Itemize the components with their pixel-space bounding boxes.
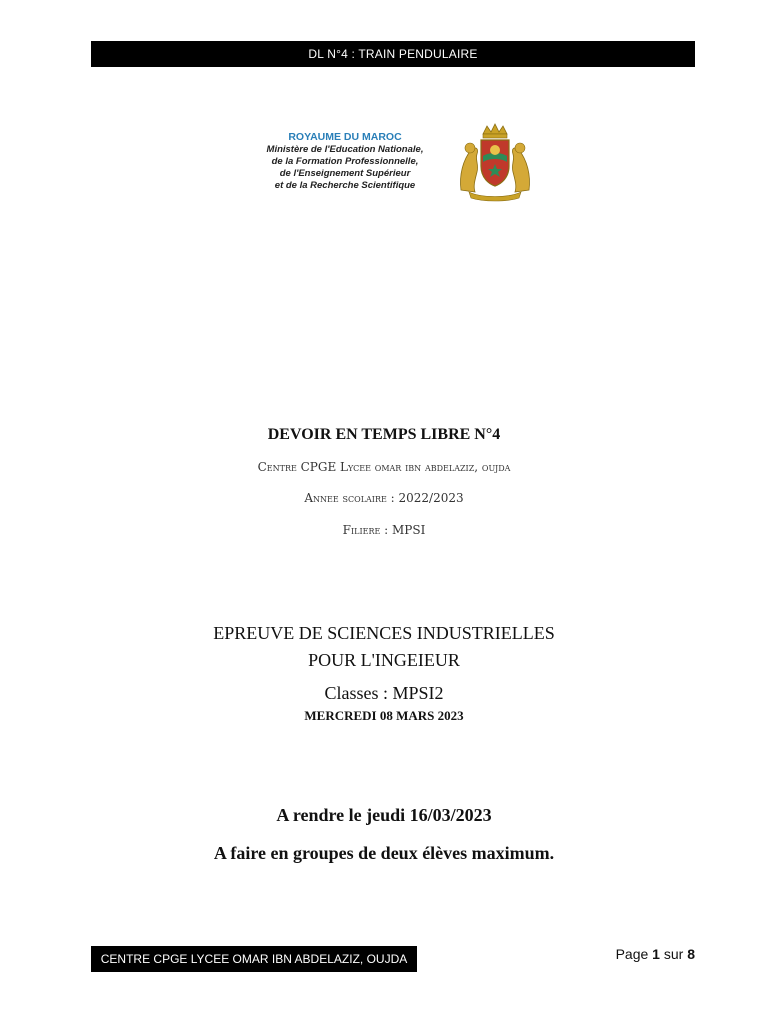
exam-date: MERCREDI 08 MARS 2023 bbox=[304, 708, 464, 723]
ministry-line-1: Ministère de l'Education Nationale, bbox=[266, 143, 424, 155]
kingdom-name: ROYAUME DU MAROC bbox=[288, 130, 402, 143]
ministry-line-4: et de la Recherche Scientifique bbox=[274, 179, 416, 191]
school-year: Annee scolaire : 2022/2023 bbox=[304, 491, 464, 505]
group-instructions: A faire en groupes de deux élèves maximum. bbox=[213, 843, 555, 863]
footer-school: CENTRE CPGE LYCEE OMAR IBN ABDELAZIZ, OUJDA bbox=[100, 952, 408, 966]
filiere: Filiere : MPSI bbox=[342, 523, 426, 537]
due-date: A rendre le jeudi 16/03/2023 bbox=[276, 805, 492, 825]
ministry-logo bbox=[245, 120, 540, 202]
ministry-logo-text bbox=[245, 131, 445, 192]
classes: Classes : MPSI2 bbox=[324, 683, 444, 703]
centre-name: Centre CPGE Lycee omar ibn abdelaziz, oujda bbox=[257, 460, 511, 474]
exam-subject-line-1: EPREUVE DE SCIENCES INDUSTRIELLES bbox=[213, 623, 555, 643]
ministry-line-2: de la Formation Professionnelle, bbox=[271, 155, 419, 167]
page-sep: sur bbox=[659, 946, 688, 962]
moroccan-coat-of-arms-icon bbox=[455, 120, 535, 202]
page-number bbox=[616, 946, 695, 962]
exam-subject-line-2: POUR L'INGEIEUR bbox=[308, 650, 460, 670]
ministry-line-3: de l'Enseignement Supérieur bbox=[279, 167, 411, 179]
exam-subject bbox=[0, 620, 768, 674]
assignment-title: DEVOIR EN TEMPS LIBRE N°4 bbox=[267, 426, 501, 443]
page-total: 8 bbox=[687, 946, 695, 962]
page-prefix: Page bbox=[615, 946, 653, 962]
header-title: DL N°4 : TRAIN PENDULAIRE bbox=[308, 47, 478, 61]
page-current: 1 bbox=[652, 946, 660, 962]
footer-bar bbox=[91, 946, 417, 972]
header-bar bbox=[91, 41, 695, 67]
